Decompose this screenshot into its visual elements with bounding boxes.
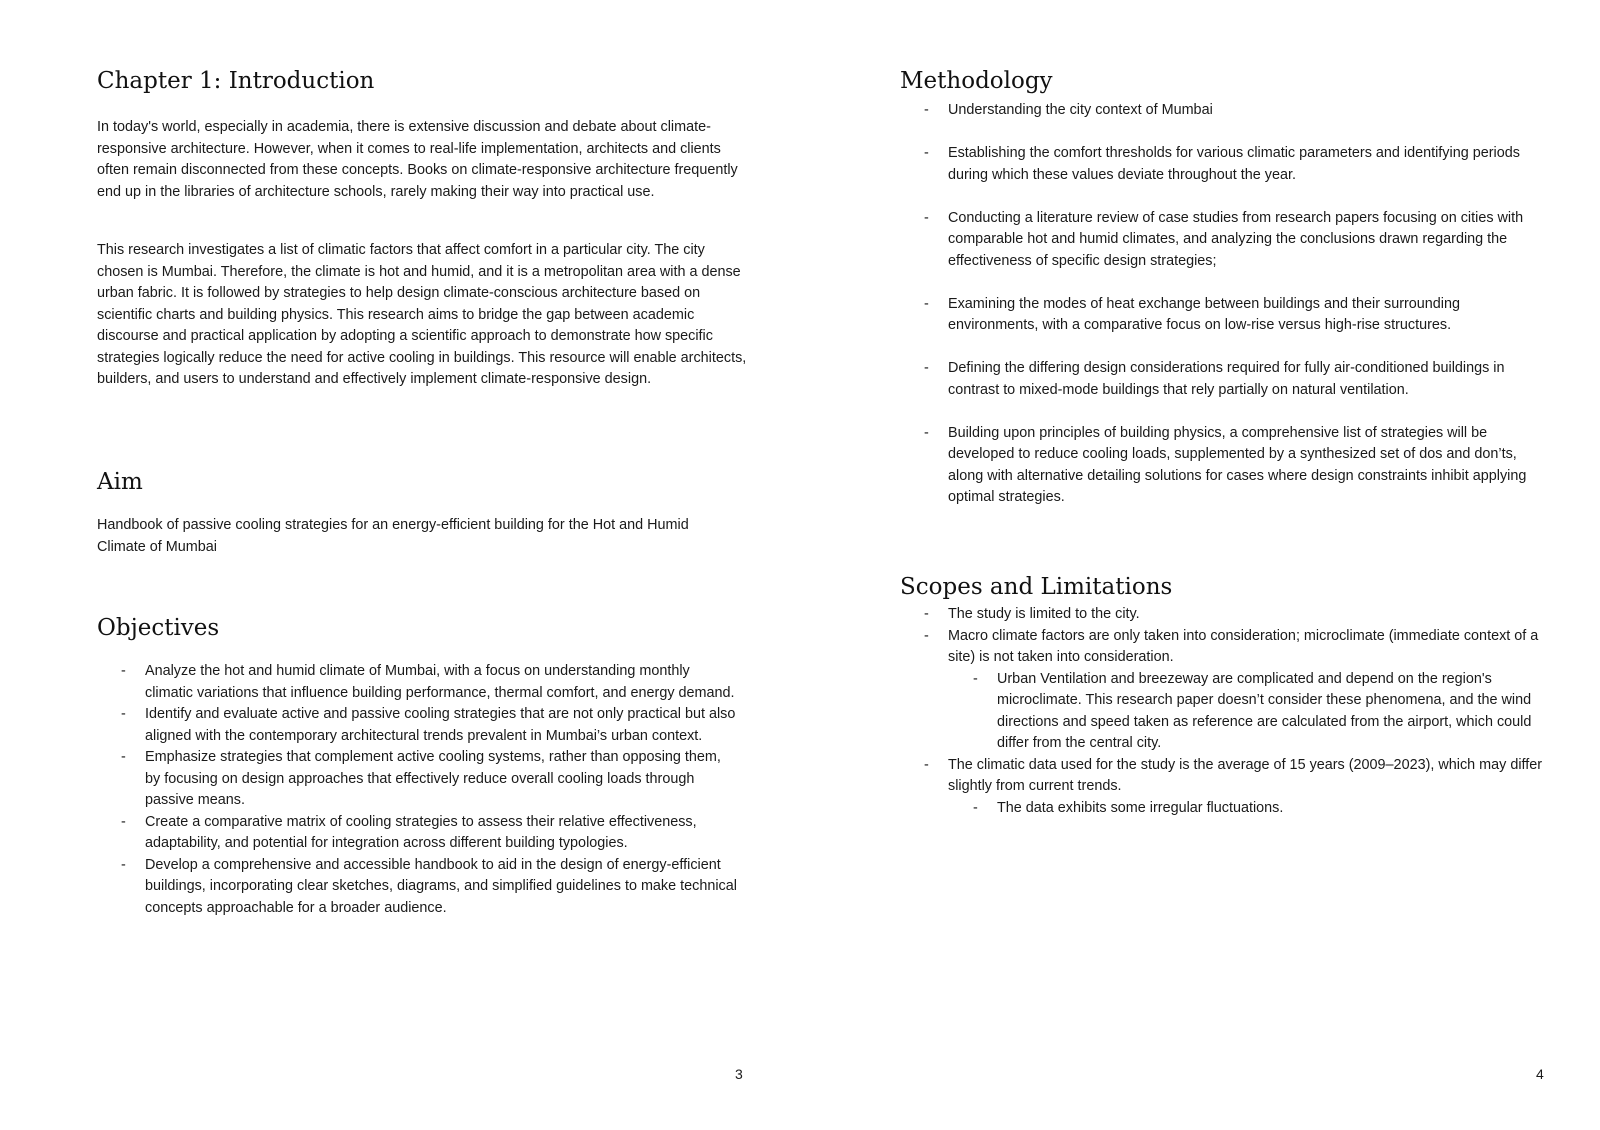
list-item xyxy=(97,812,737,855)
bullet-dash: - xyxy=(924,606,929,622)
list-item xyxy=(900,143,1548,186)
right-page xyxy=(800,0,1600,1130)
aim-text: Handbook of passive cooling strategies for an energy-efficient building for the Hot and Humid Climate of Mumbai xyxy=(97,517,689,555)
list-item-text: Macro climate factors are only taken into consideration; microclimate (immediate context of a site) is not taken into consideration. xyxy=(948,627,1539,665)
bullet-dash: - xyxy=(121,706,126,722)
methodology-list xyxy=(900,100,1548,509)
list-item-text: Conducting a literature review of case studies from research papers focusing on cities with comparable hot and humid climates, and analyzing the conclusions drawn regarding the effectiveness of specific design strategies; xyxy=(948,209,1524,269)
list-item-text: The climatic data used for the study is the average of 15 years (2009–2023), which may differ slightly from current trends. xyxy=(948,756,1543,794)
list-item-text: Building upon principles of building physics, a comprehensive list of strategies will be developed to reduce cooling loads, supplemented by a synthesized set of dos and don’ts, along with alternative detailing solutions for cases where design constraints inhibit applying optimal strategies. xyxy=(948,424,1527,505)
list-item-text: Analyze the hot and humid climate of Mumbai, with a focus on understanding monthly climatic variations that influence building performance, thermal comfort, and energy demand. xyxy=(145,663,735,701)
bullet-dash: - xyxy=(121,856,126,873)
list-item-text: The data exhibits some irregular fluctuations. xyxy=(997,799,1284,816)
list-item-text: Understanding the city context of Mumbai xyxy=(948,102,1213,118)
bullet-dash: - xyxy=(973,799,978,816)
list-item xyxy=(900,755,1548,798)
intro-paragraph: This research investigates a list of climatic factors that affect comfort in a particular city. The city chosen is Mumbai. Therefore, the climate is hot and humid, and it is a metropolitan area with a dense urban fabric. It is followed by strategies to help design climate-conscious architecture based on scientific charts and building physics. This research aims to bridge the gap between academic discourse and practical application by adopting a scientific approach to demonstrate how specific strategies logically reduce the need for active cooling in buildings. This resource will enable architects, builders, and users to understand and effectively implement climate-responsive design. xyxy=(97,242,747,387)
bullet-dash: - xyxy=(924,360,929,376)
list-item xyxy=(900,358,1548,401)
bullet-dash: - xyxy=(924,295,929,312)
list-item-text: Establishing the comfort thresholds for various climatic parameters and identifying periods during which these values deviate throughout the year. xyxy=(948,145,1520,183)
bullet-dash: - xyxy=(121,663,126,679)
list-item-text: Defining the differing design considerations required for fully air-conditioned buildings in contrast to mixed-mode buildings that rely partially on natural ventilation. xyxy=(948,360,1505,398)
list-item-text: Emphasize strategies that complement active cooling systems, rather than opposing them, by focusing on design approaches that effectively reduce overall cooling loads through passive means. xyxy=(145,749,721,808)
list-item-text: Develop a comprehensive and accessible handbook to aid in the design of energy-efficient buildings, incorporating clear sketches, diagrams, and simplified guidelines to make technical concepts approachable for a broader audience. xyxy=(145,856,737,916)
list-item xyxy=(900,626,1548,669)
methodology-heading: Methodology xyxy=(900,68,1053,94)
list-item xyxy=(97,661,737,704)
bullet-dash: - xyxy=(121,749,126,765)
scopes-list xyxy=(900,604,1548,819)
objectives-list xyxy=(97,661,737,919)
objectives-heading: Objectives xyxy=(97,615,220,641)
bullet-dash: - xyxy=(973,670,978,687)
bullet-dash: - xyxy=(924,209,929,226)
intro-paragraph: In today's world, especially in academia, there is extensive discussion and debate about climate-responsive architecture. However, when it comes to real-life implementation, architects and clients often remain disconnected from these concepts. Books on climate-responsive architecture frequently end up in the libraries of architecture schools, rarely making their way into practical use. xyxy=(97,119,738,200)
list-item xyxy=(900,100,1548,122)
page-number: 3 xyxy=(735,1066,743,1082)
list-item-text: Create a comparative matrix of cooling strategies to assess their relative effectiveness, adaptability, and potential for integration across different building typologies. xyxy=(145,813,697,851)
bullet-dash: - xyxy=(924,756,929,773)
list-item xyxy=(97,704,737,747)
aim-heading: Aim xyxy=(97,469,143,495)
bullet-dash: - xyxy=(924,627,929,644)
list-item xyxy=(900,294,1548,337)
list-item xyxy=(97,747,737,812)
page-number: 4 xyxy=(1536,1066,1544,1082)
list-item xyxy=(900,604,1548,626)
list-item xyxy=(900,208,1548,273)
chapter-title: Chapter 1: Introduction xyxy=(97,68,375,94)
bullet-dash: - xyxy=(924,102,929,118)
list-item xyxy=(900,423,1548,509)
bullet-dash: - xyxy=(924,145,929,161)
list-item-text: Urban Ventilation and breezeway are complicated and depend on the region's microclimate. This research paper doesn’t consider these phenomena, and the wind directions and speed taken as reference are calculated from the airport, which could differ from the central city. xyxy=(997,670,1532,751)
bullet-dash: - xyxy=(924,424,929,441)
bullet-dash: - xyxy=(121,813,126,830)
list-item-sub xyxy=(900,669,1548,755)
list-item-text: Identify and evaluate active and passive cooling strategies that are not only practical but also aligned with the contemporary architectural trends prevalent in Mumbai’s urban context. xyxy=(145,706,736,744)
list-item xyxy=(97,855,737,920)
list-item-text: Examining the modes of heat exchange between buildings and their surrounding environments, with a comparative focus on low-rise versus high-rise structures. xyxy=(948,295,1461,333)
list-item-text: The study is limited to the city. xyxy=(948,606,1140,622)
scopes-heading: Scopes and Limitations xyxy=(900,574,1173,600)
list-item-sub xyxy=(900,798,1548,820)
